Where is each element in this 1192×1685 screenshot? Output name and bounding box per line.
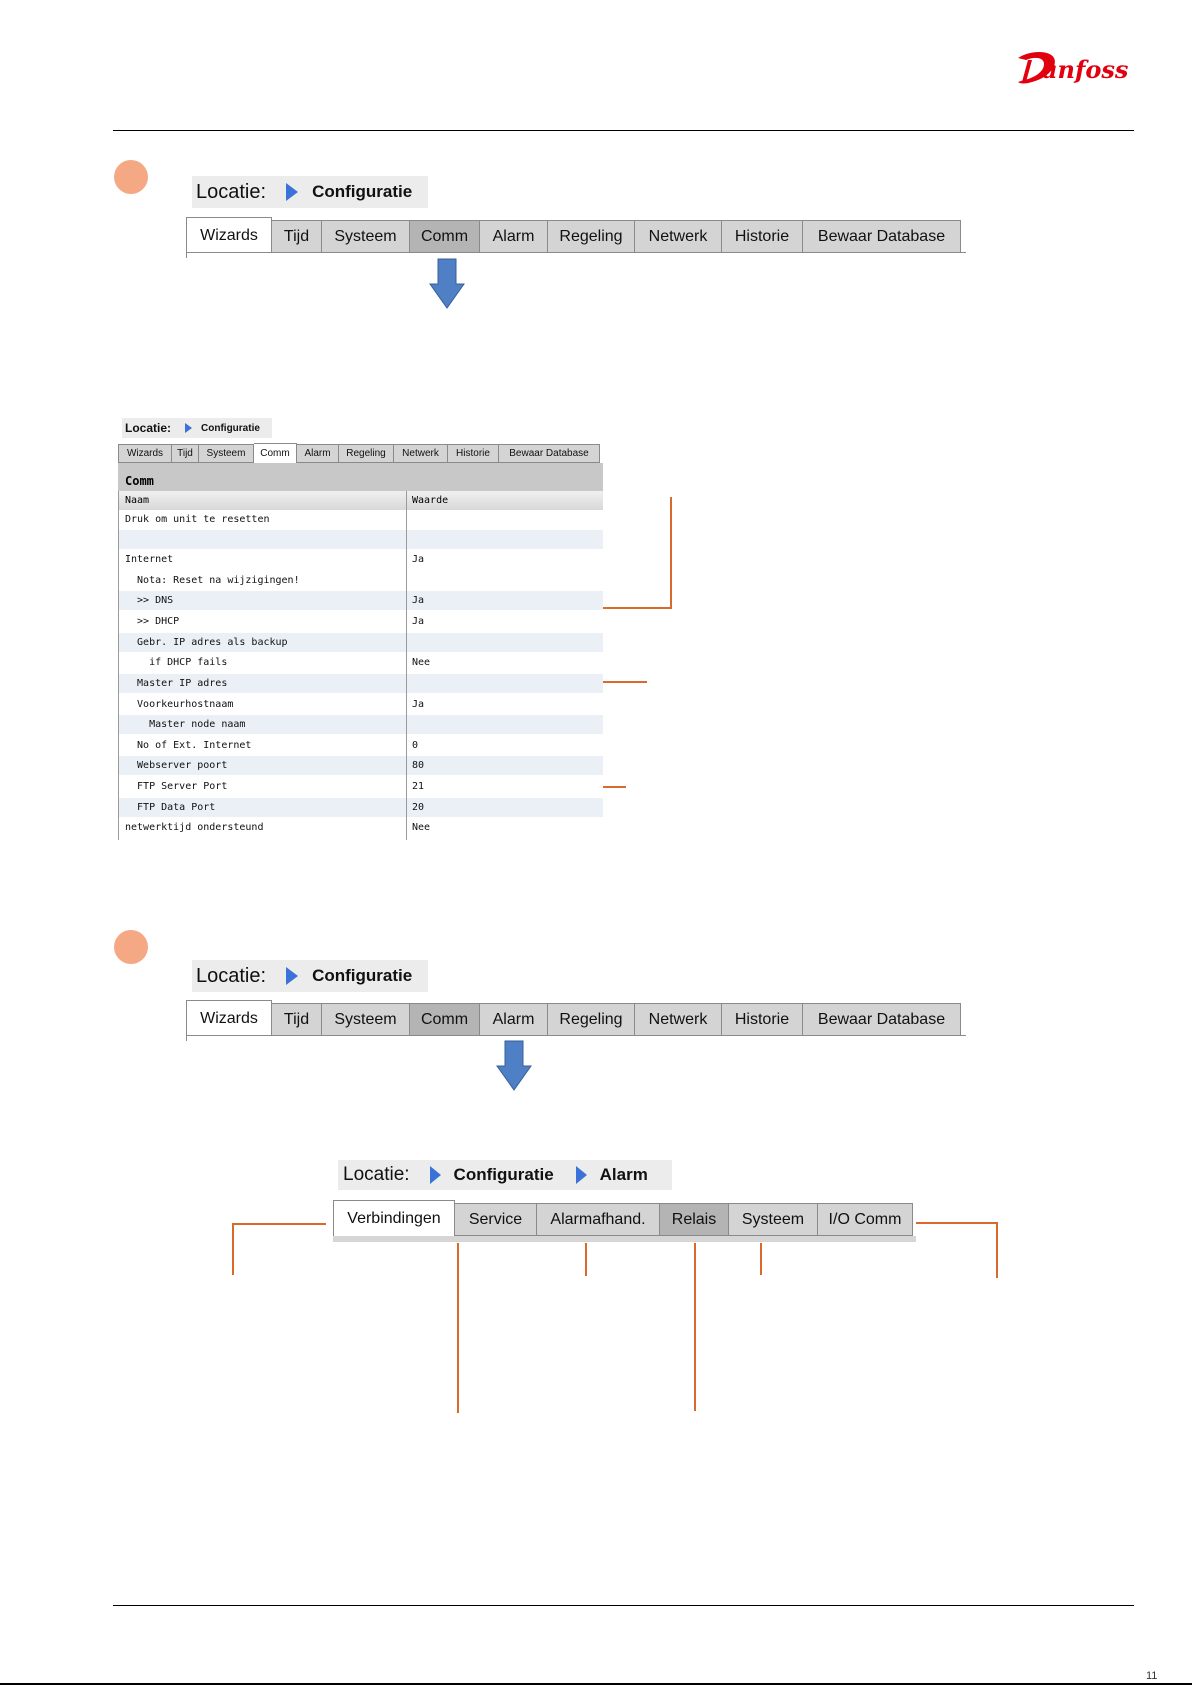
svg-text:anfoss: anfoss <box>1042 55 1129 84</box>
row-value: 0 <box>412 740 419 751</box>
comm-panel-header <box>118 463 603 491</box>
tab-systeem[interactable]: Systeem <box>199 444 254 463</box>
callout-line <box>457 1243 459 1413</box>
column-header-naam: Naam <box>125 495 150 506</box>
row-name: Master node naam <box>125 719 246 730</box>
tab-regeling[interactable]: Regeling <box>548 1003 635 1036</box>
table-row[interactable] <box>118 591 603 610</box>
row-name: Master IP adres <box>125 678 228 689</box>
table-row[interactable] <box>118 653 603 672</box>
callout-line <box>996 1222 998 1278</box>
tab-wizards[interactable]: Wizards <box>118 444 172 463</box>
row-value: Nee <box>412 657 431 668</box>
row-name: netwerktijd ondersteund <box>125 822 264 833</box>
row-name: Voorkeurhostnaam <box>125 699 234 710</box>
breadcrumb-location-label: Locatie: <box>125 421 172 435</box>
breadcrumb-arrow-icon <box>286 967 298 985</box>
tab-bewaar-database[interactable]: Bewaar Database <box>803 220 961 253</box>
row-value: Ja <box>412 595 425 606</box>
panel-title: Comm <box>125 474 154 488</box>
row-name: Druk om unit te resetten <box>125 514 270 525</box>
column-divider <box>406 491 407 840</box>
column-header-waarde: Waarde <box>412 495 449 506</box>
row-name: >> DHCP <box>125 616 180 627</box>
tab-bar-shadow <box>333 1236 916 1242</box>
breadcrumb-alarm-screen <box>338 1160 672 1190</box>
row-name: Gebr. IP adres als backup <box>125 637 288 648</box>
alarm-tab-bar <box>333 1200 913 1236</box>
row-value: 80 <box>412 760 425 771</box>
table-row[interactable] <box>118 510 603 529</box>
callout-line <box>670 497 672 609</box>
table-row[interactable] <box>118 756 603 775</box>
tab-netwerk[interactable]: Netwerk <box>394 444 448 463</box>
tab-io-comm[interactable]: I/O Comm <box>818 1203 913 1236</box>
callout-line <box>603 607 672 609</box>
row-value: Ja <box>412 616 425 627</box>
tab-bar-baseline <box>186 252 966 253</box>
breadcrumb-configuratie[interactable]: Configuratie <box>453 1165 554 1184</box>
table-row[interactable] <box>118 612 603 631</box>
table-row[interactable] <box>118 633 603 652</box>
breadcrumb-2 <box>192 960 428 992</box>
row-value: 21 <box>412 781 425 792</box>
breadcrumb-1 <box>192 176 428 208</box>
down-arrow-icon <box>428 258 466 310</box>
table-left-border <box>118 491 119 840</box>
tab-systeem[interactable]: Systeem <box>729 1203 818 1236</box>
table-row[interactable] <box>118 530 603 549</box>
row-name: Webserver poort <box>125 760 228 771</box>
tab-bewaar-database[interactable]: Bewaar Database <box>803 1003 961 1036</box>
breadcrumb-comm-screen <box>122 418 272 438</box>
tab-systeem[interactable]: Systeem <box>322 1003 410 1036</box>
breadcrumb-alarm[interactable]: Alarm <box>599 1165 648 1184</box>
row-name: FTP Data Port <box>125 802 216 813</box>
table-row[interactable] <box>118 674 603 693</box>
breadcrumb-arrow-icon <box>576 1166 587 1184</box>
row-name: No of Ext. Internet <box>125 740 252 751</box>
breadcrumb-location-label: Locatie: <box>196 180 267 203</box>
callout-line <box>603 681 647 683</box>
tab-bar-left-edge <box>186 252 187 258</box>
breadcrumb-configuratie[interactable]: Configuratie <box>312 182 413 201</box>
table-header <box>118 491 603 510</box>
tab-wizards[interactable]: Wizards <box>186 217 272 253</box>
tab-comm[interactable]: Comm <box>410 1003 480 1036</box>
down-arrow-icon <box>495 1040 533 1092</box>
table-row[interactable] <box>118 571 603 590</box>
tab-service[interactable]: Service <box>455 1203 537 1236</box>
page-number: 11 <box>1146 1670 1158 1682</box>
tab-netwerk[interactable]: Netwerk <box>635 1003 722 1036</box>
tab-alarm[interactable]: Alarm <box>480 220 548 253</box>
tab-alarmafhand[interactable]: Alarmafhand. <box>537 1203 660 1236</box>
row-value: Nee <box>412 822 431 833</box>
tab-wizards[interactable]: Wizards <box>186 1000 272 1036</box>
table-row[interactable] <box>118 695 603 714</box>
breadcrumb-arrow-icon <box>430 1166 441 1184</box>
callout-line <box>232 1223 234 1275</box>
tab-tijd[interactable]: Tijd <box>272 1003 322 1036</box>
breadcrumb-configuratie[interactable]: Configuratie <box>201 422 260 434</box>
tab-historie[interactable]: Historie <box>722 1003 803 1036</box>
tab-tijd[interactable]: Tijd <box>272 220 322 253</box>
row-name: Internet <box>125 554 174 565</box>
table-row[interactable] <box>118 777 603 796</box>
callout-line <box>603 786 626 788</box>
tab-alarm[interactable]: Alarm <box>480 1003 548 1036</box>
callout-line <box>916 1222 998 1224</box>
tab-bar-left-edge <box>186 1035 187 1041</box>
tab-systeem[interactable]: Systeem <box>322 220 410 253</box>
table-row[interactable] <box>118 736 603 755</box>
breadcrumb-location-label: Locatie: <box>196 964 267 987</box>
row-value: 20 <box>412 802 425 813</box>
tab-relais[interactable]: Relais <box>660 1203 729 1236</box>
row-value: Ja <box>412 554 425 565</box>
tab-historie[interactable]: Historie <box>448 444 499 463</box>
row-name: FTP Server Port <box>125 781 228 792</box>
tab-verbindingen[interactable]: Verbindingen <box>333 1200 455 1236</box>
row-name: >> DNS <box>125 595 174 606</box>
tab-tijd[interactable]: Tijd <box>172 444 199 463</box>
callout-line <box>760 1243 762 1275</box>
danfoss-logo <box>1010 44 1134 92</box>
table-row[interactable] <box>118 715 603 734</box>
row-name: Nota: Reset na wijzigingen! <box>125 575 300 586</box>
tab-regeling[interactable]: Regeling <box>548 220 635 253</box>
tab-comm[interactable]: Comm <box>410 220 480 253</box>
row-value: Ja <box>412 699 425 710</box>
tab-alarm[interactable]: Alarm <box>297 444 339 463</box>
callout-line <box>694 1243 696 1411</box>
table-row[interactable] <box>118 818 603 837</box>
breadcrumb-configuratie[interactable]: Configuratie <box>312 966 413 985</box>
tab-historie[interactable]: Historie <box>722 220 803 253</box>
breadcrumb-arrow-icon <box>185 423 192 433</box>
callout-line <box>585 1243 587 1276</box>
table-row[interactable] <box>118 550 603 569</box>
tab-regeling[interactable]: Regeling <box>339 444 394 463</box>
main-tab-bar-1 <box>186 217 961 253</box>
tab-comm[interactable]: Comm <box>254 443 297 463</box>
comm-table <box>118 510 603 840</box>
main-tab-bar-2 <box>186 1000 961 1036</box>
header-rule <box>113 130 1134 131</box>
callout-line <box>232 1223 326 1225</box>
tab-bewaar-database[interactable]: Bewaar Database <box>499 444 600 463</box>
footer-rule <box>113 1605 1134 1606</box>
breadcrumb-arrow-icon <box>286 183 298 201</box>
comm-screen-tab-bar <box>118 443 600 463</box>
row-name: if DHCP fails <box>125 657 228 668</box>
table-row[interactable] <box>118 798 603 817</box>
breadcrumb-location-label: Locatie: <box>343 1164 410 1185</box>
step-marker-2 <box>114 930 148 964</box>
tab-netwerk[interactable]: Netwerk <box>635 220 722 253</box>
step-marker-1 <box>114 160 148 194</box>
tab-bar-baseline <box>186 1035 966 1036</box>
